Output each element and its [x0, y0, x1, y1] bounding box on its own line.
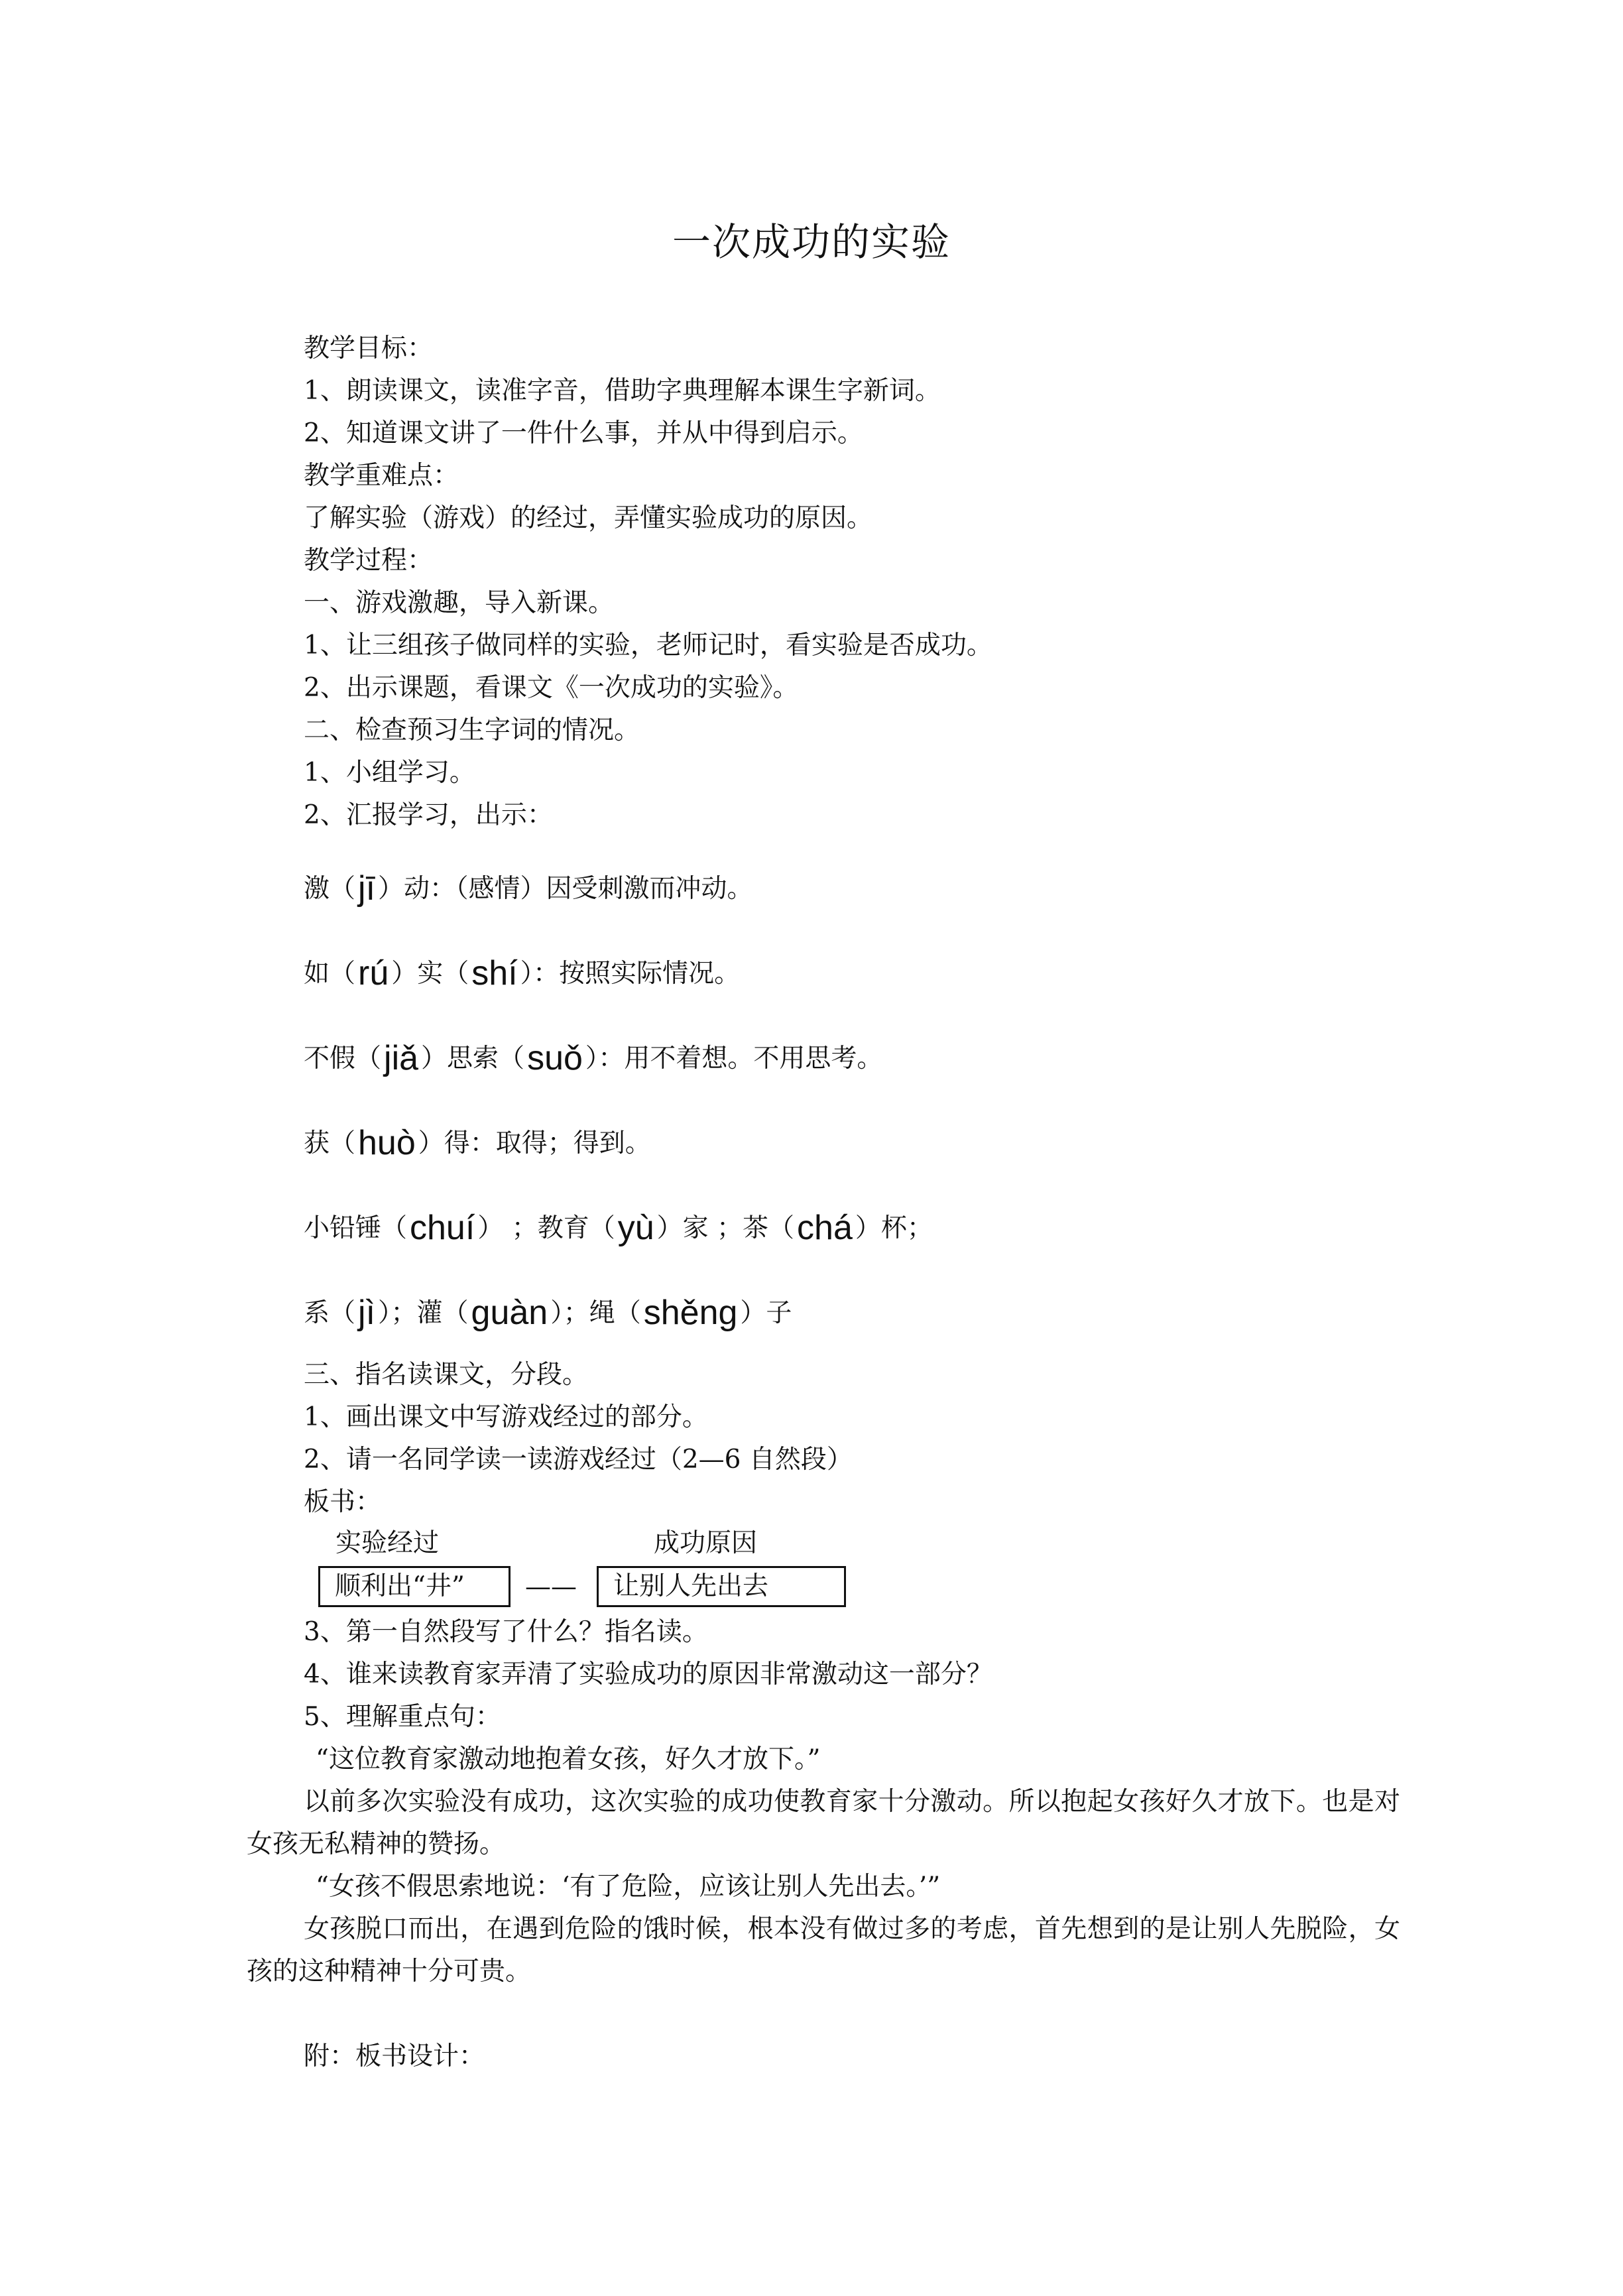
section2-heading: 二、检查预习生字词的情况。	[304, 715, 640, 745]
vocab-text: ）子	[740, 1298, 792, 1328]
key-quote-2: “女孩不假思索地说：‘有了危险，应该让别人先出去。’”	[316, 1872, 941, 1902]
vocab-text: ）得：取得；得到。	[418, 1128, 651, 1158]
section3-item-1: 1、画出课文中写游戏经过的部分。	[304, 1402, 708, 1432]
vocab-text: ）动：（感情）因受刺激而冲动。	[378, 874, 753, 904]
section1-item-2: 2、出示课题，看课文《一次成功的实验》。	[304, 673, 799, 703]
board-left-label: 实验经过	[335, 1528, 440, 1558]
vocab-line-3	[304, 1041, 882, 1075]
vocab-text: ）杯；	[855, 1213, 933, 1243]
objective-item-1: 1、朗读课文，读准字音，借助字典理解本课生字新词。	[304, 376, 941, 406]
vocab-line-2	[304, 956, 740, 991]
pinyin: shí	[471, 954, 518, 993]
vocab-text: 激（	[304, 874, 356, 904]
analysis-paragraph-2: 女孩脱口而出，在遇到危险的饿时候，根本没有做过多的考虑，首先想到的是让别人先脱险，女孩的这种精神十分可贵。	[247, 1914, 1400, 1986]
section1-heading: 一、游戏激趣，导入新课。	[304, 588, 615, 618]
section2-item-2: 2、汇报学习，出示：	[304, 800, 553, 830]
key-points-text: 了解实验（游戏）的经过，弄懂实验成功的原因。	[304, 503, 873, 533]
board-right-label: 成功原因	[654, 1528, 758, 1558]
pinyin: chá	[797, 1209, 853, 1247]
vocab-text: ）：用不着想。不用思考。	[585, 1044, 883, 1073]
section3-item-2: 2、请一名同学读一读游戏经过（2—6 自然段）	[304, 1445, 853, 1475]
pinyin: jiǎ	[384, 1039, 419, 1077]
pinyin: chuí	[410, 1209, 475, 1247]
page-title: 一次成功的实验	[672, 219, 951, 265]
vocab-line-6	[304, 1296, 792, 1330]
vocab-text: 小铅锤（	[304, 1213, 408, 1243]
pinyin: jì	[358, 1294, 376, 1332]
board-dash: ——	[525, 1572, 577, 1602]
key-quote-1: “这位教育家激动地抱着女孩，好久才放下。”	[316, 1744, 821, 1774]
vocab-line-1	[304, 871, 753, 906]
board-left-box: 顺利出“井”	[318, 1566, 511, 1607]
vocab-text: ）：按照实际情况。	[520, 959, 741, 989]
analysis-paragraph-1: 以前多次实验没有成功，这次实验的成功使教育家十分激动。所以抱起女孩好久才放下。也是对女孩无私精神的赞扬。	[247, 1787, 1400, 1859]
vocab-text: 获（	[304, 1128, 356, 1158]
key-points-heading: 教学重难点：	[304, 461, 459, 491]
board-heading: 板书：	[304, 1487, 382, 1517]
vocab-text: 如（	[304, 959, 356, 989]
pinyin: rú	[358, 954, 389, 993]
pinyin: jī	[358, 869, 376, 908]
vocab-text: ） ；教育（	[477, 1213, 615, 1243]
pinyin: yù	[617, 1209, 654, 1247]
pinyin: huò	[358, 1124, 416, 1162]
pinyin: shěng	[643, 1294, 738, 1332]
section3-item-5: 5、理解重点句：	[304, 1702, 501, 1732]
objectives-heading: 教学目标：	[304, 333, 434, 363]
vocab-line-4	[304, 1126, 651, 1160]
vocab-text: ）；灌（	[378, 1298, 469, 1328]
section3-item-3: 3、第一自然段写了什么？指名读。	[304, 1617, 708, 1647]
vocab-text: 不假（	[304, 1044, 382, 1073]
section2-item-1: 1、小组学习。	[304, 758, 475, 788]
pinyin: suǒ	[527, 1039, 583, 1077]
board-right-box: 让别人先出去	[597, 1566, 846, 1607]
objective-item-2: 2、知道课文讲了一件什么事，并从中得到启示。	[304, 418, 863, 448]
vocab-text: ）实（	[391, 959, 469, 989]
process-heading: 教学过程：	[304, 546, 434, 575]
appendix-heading: 附：板书设计：	[304, 2041, 485, 2071]
section3-heading: 三、指名读课文，分段。	[304, 1360, 589, 1390]
vocab-text: ）；绳（	[550, 1298, 641, 1328]
vocab-line-5	[304, 1211, 933, 1245]
vocab-text: ）家 ；茶（	[656, 1213, 795, 1243]
pinyin: guàn	[471, 1294, 548, 1332]
vocab-text: 系（	[304, 1298, 356, 1328]
section3-item-4: 4、谁来读教育家弄清了实验成功的原因非常激动这一部分？	[304, 1660, 992, 1689]
vocab-text: ）思索（	[421, 1044, 525, 1073]
section1-item-1: 1、让三组孩子做同样的实验，老师记时，看实验是否成功。	[304, 631, 992, 660]
